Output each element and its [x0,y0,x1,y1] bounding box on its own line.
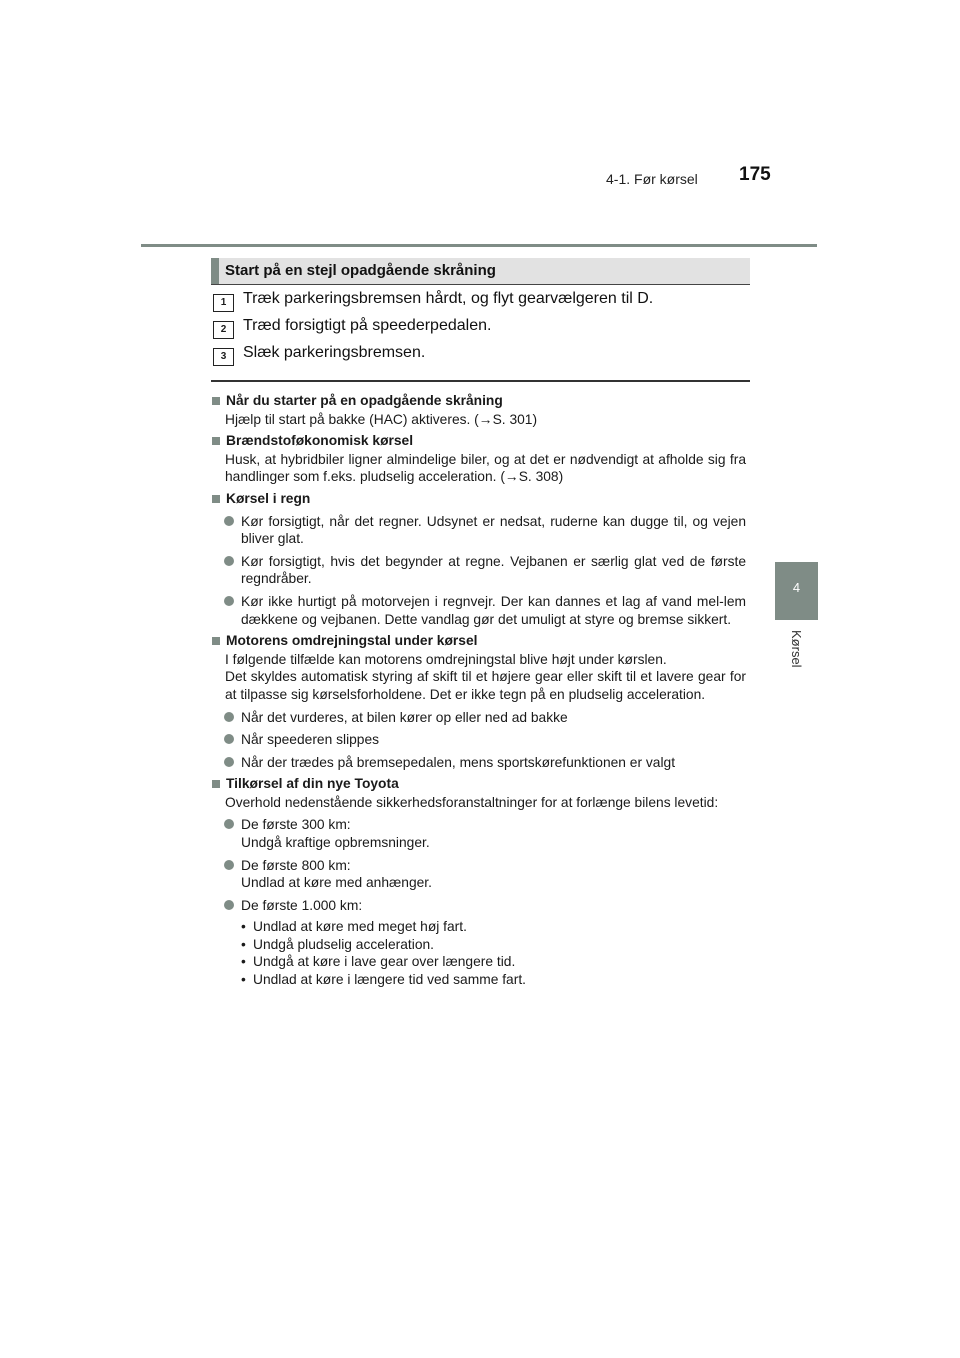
list-item [212,816,746,851]
list-item [212,897,746,915]
step-number: 1 [213,294,234,312]
step-text: Træd forsigtigt på speederpedalen. [243,317,492,334]
bullet-dot-icon [224,734,234,744]
note-break-in [212,775,746,988]
note-heading: Motorens omdrejningstal under kørsel [212,632,746,650]
bullet-dot-icon [224,900,234,910]
sub-list-item: • Undgå pludselig acceleration. [241,936,746,953]
list-item [212,513,746,548]
note-paragraph: Hjælp til start på bakke (HAC) aktiveres. (→S. 301) [225,411,538,427]
page-number: 175 [739,164,771,185]
bullet-dot-icon [224,860,234,870]
list-item [212,709,746,727]
section-heading-bar [211,258,219,284]
list-item-subtext: Undgå kraftige opbremsninger. [241,835,430,851]
list-item-text: Kør ikke hurtigt på motorvejen i regnvejr. Der kan dannes et lag af vand mel-lem dækkene og vejbanen. Dette vandlag gør det umuligt at styre og bremse sikkert. [241,593,746,627]
step-text: Træk parkeringsbremsen hårdt, og flyt gearvælgeren til D. [243,290,654,307]
bullet-dot-icon [224,757,234,767]
list-item [212,553,746,588]
list-item [212,731,746,749]
list-item-text: Kør forsigtigt, hvis det begynder at regne. Vejbanen er særlig glat ved de første regndråber. [241,553,746,587]
sub-list-item: • Undlad at køre med meget høj fart. [241,918,746,935]
list-item [212,754,746,772]
list-item [212,593,746,628]
header-rule [141,244,817,247]
paragraph-line: Det skyldes automatisk styring af skift til et højere gear eller skift til et lavere gear for at tilpasse sig kørselsforholdene. Det er ikke tegn på en pludselig acceleration. [225,669,746,702]
list-item [212,857,746,892]
note-heading: Brændstoføkonomisk kørsel [212,432,746,450]
note-hill-start [212,392,746,428]
note-rain [212,490,746,628]
section-title: Start på en stejl opadgående skråning [225,262,496,279]
chapter-label: Kørsel [789,630,804,668]
note-paragraph: Overhold nedenstående sikkerhedsforanstaltninger for at forlænge bilens levetid: [225,794,719,810]
list-item-text: Når det vurderes, at bilen kører op eller ned ad bakke [241,709,568,725]
note-heading: Når du starter på en opadgående skråning [212,392,746,410]
paragraph-line: I følgende tilfælde kan motorens omdrejningstal blive højt under kørslen. [225,651,667,667]
note-engine-rpm [212,632,746,771]
step-number: 2 [213,321,234,339]
note-heading: Kørsel i regn [212,490,746,508]
note-paragraph: Husk, at hybridbiler ligner almindelige biler, og at det er nødvendigt at afholde sig fra handlinger som f.eks. pludselig acceleration. (→S. 308) [225,451,746,485]
list-item-text: De første 300 km: [241,817,351,833]
step-number: 3 [213,348,234,366]
chapter-number: 4 [792,580,801,595]
note-paragraph [212,651,746,704]
running-header-section: 4-1. Før kørsel [606,171,698,187]
notes-block [212,388,746,988]
bullet-dot-icon [224,712,234,722]
list-item-text: Kør forsigtigt, når det regner. Udsynet er nedsat, ruderne kan dugge til, og vejen bliver glat. [241,513,746,547]
step-text: Slæk parkeringsbremsen. [243,344,426,361]
list-item-text: Når speederen slippes [241,732,380,748]
sub-list [212,918,746,988]
sub-list-item: • Undlad at køre i længere tid ved samme fart. [241,971,746,988]
bullet-dot-icon [224,516,234,526]
list-item-subtext: Undlad at køre med anhænger. [241,875,432,891]
sub-list-item: • Undgå at køre i lave gear over længere tid. [241,953,746,970]
note-heading: Tilkørsel af din nye Toyota [212,775,746,793]
section-divider [211,380,750,382]
note-fuel-economy [212,432,746,486]
chapter-label-wrap [788,630,808,670]
list-item-text: Når der trædes på bremsepedalen, mens sportskørefunktionen er valgt [241,754,676,770]
bullet-dot-icon [224,596,234,606]
bullet-dot-icon [224,819,234,829]
section-heading [211,258,750,285]
list-item-text: De første 1.000 km: [241,897,363,913]
bullet-dot-icon [224,556,234,566]
list-item-text: De første 800 km: [241,857,351,873]
